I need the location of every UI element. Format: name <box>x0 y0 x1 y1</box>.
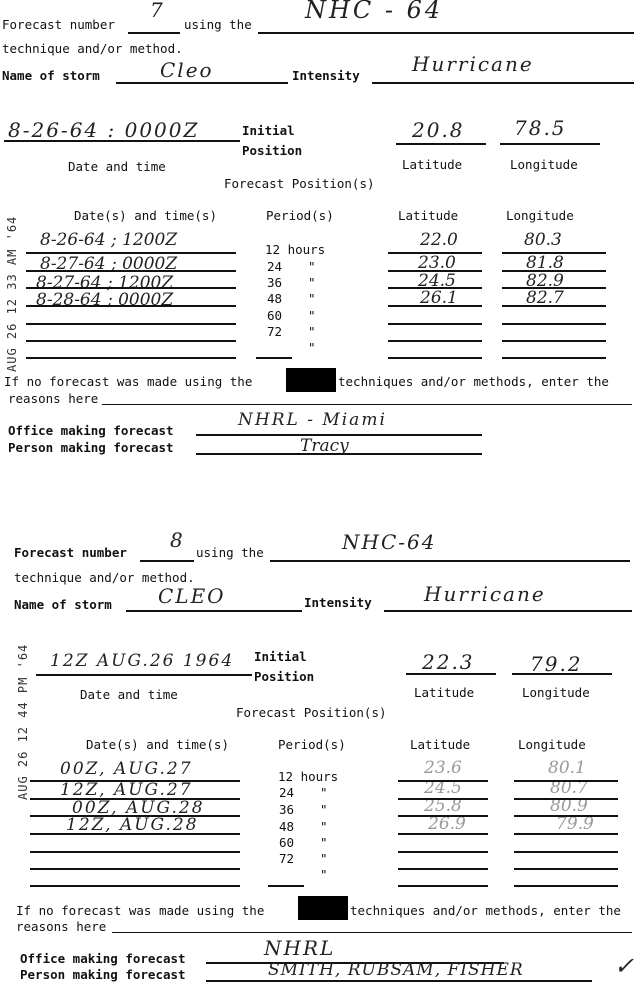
period-12: 12 hours <box>278 769 339 784</box>
technique-label: technique and/or method. <box>14 570 195 585</box>
ditto-mark: " <box>320 802 328 817</box>
table-row-lon: 82.7 <box>526 288 564 308</box>
latitude-header: Latitude <box>398 208 459 223</box>
initial-datetime-value: 8-26-64 : 0000Z <box>8 118 200 142</box>
initial-datetime-value: 12Z AUG.26 1964 <box>50 651 235 671</box>
using-the-label: using the <box>196 545 264 560</box>
initial-lon-value: 79.2 <box>530 652 583 676</box>
reasons-label: reasons here <box>16 919 107 934</box>
person-label: Person making forecast <box>8 440 174 455</box>
intensity-value: Hurricane <box>412 52 534 76</box>
name-of-storm-label: Name of storm <box>2 68 100 83</box>
intensity-label: Intensity <box>292 68 360 83</box>
table-row-lat: 23.0 <box>418 253 456 273</box>
period-header: Period(s) <box>278 737 346 752</box>
ditto-mark: " <box>308 275 316 290</box>
person-value: SMITH, RUBSAM, FISHER <box>268 960 524 980</box>
table-row-lat: 22.0 <box>420 230 458 250</box>
period-72: 72 <box>267 324 283 339</box>
ditto-mark: " <box>308 291 316 306</box>
office-label: Office making forecast <box>20 951 186 966</box>
table-row-lon: 80.3 <box>524 230 562 250</box>
initial-lon-value: 78.5 <box>514 116 567 140</box>
longitude-header: Longitude <box>506 208 574 223</box>
period-60: 60 <box>279 835 295 850</box>
table-row-lat: 23.6 <box>424 758 462 778</box>
table-row-date: 12Z, AUG.27 <box>60 780 193 800</box>
position-label: Position <box>242 143 303 158</box>
table-row-lat: 24.5 <box>418 271 456 291</box>
period-48: 48 <box>279 819 295 834</box>
forecast-number-label: Forecast number <box>2 17 115 32</box>
period-12: 12 hours <box>265 242 326 257</box>
ditto-mark: " <box>320 851 328 866</box>
technique-label: technique and/or method. <box>2 41 183 56</box>
table-row-date: 8-26-64 ; 1200Z <box>40 230 178 250</box>
office-value: NHRL <box>264 936 336 960</box>
checkmark-icon: ✓ <box>614 952 635 980</box>
forecast-number-value: 7 <box>150 0 165 22</box>
longitude-label: Longitude <box>510 157 578 172</box>
no-forecast-label-2: techniques and/or methods, enter the <box>350 903 621 918</box>
period-36: 36 <box>279 802 295 817</box>
table-row-lat: 26.1 <box>420 288 458 308</box>
name-of-storm-label: Name of storm <box>14 597 112 612</box>
table-row-date: 8-27-64 ; 1200Z <box>36 273 174 293</box>
ditto-mark: " <box>320 835 328 850</box>
received-stamp: AUG 26 12 33 AM '64 <box>5 215 19 372</box>
period-48: 48 <box>267 291 283 306</box>
no-forecast-label-2: techniques and/or methods, enter the <box>338 374 609 389</box>
redaction-box <box>298 896 348 920</box>
period-header: Period(s) <box>266 208 334 223</box>
forecast-positions-label: Forecast Position(s) <box>236 705 387 720</box>
initial-lat-value: 20.8 <box>412 118 465 142</box>
table-row-lon: 80.1 <box>548 758 586 778</box>
table-row-date: 00Z, AUG.27 <box>60 759 193 779</box>
intensity-value: Hurricane <box>424 582 546 606</box>
forecast-number-value: 8 <box>170 528 185 552</box>
technique-value: NHC - 64 <box>305 0 444 24</box>
using-the-label: using the <box>184 17 252 32</box>
table-row-lat: 24.5 <box>424 778 462 798</box>
storm-name-value: CLEO <box>158 584 226 608</box>
latitude-label: Latitude <box>414 685 475 700</box>
table-row-lon: 81.8 <box>526 253 564 273</box>
longitude-header: Longitude <box>518 737 586 752</box>
ditto-mark: " <box>308 308 316 323</box>
ditto-mark: " <box>320 867 328 882</box>
ditto-mark: " <box>320 819 328 834</box>
table-row-lon: 82.9 <box>526 271 564 291</box>
period-24: 24 <box>267 259 283 274</box>
period-72: 72 <box>279 851 295 866</box>
person-value: Tracy <box>300 436 349 456</box>
person-label: Person making forecast <box>20 967 186 982</box>
date-and-time-label: Date and time <box>68 159 166 174</box>
period-24: 24 <box>279 785 295 800</box>
dates-times-header: Date(s) and time(s) <box>86 737 229 752</box>
period-60: 60 <box>267 308 283 323</box>
period-36: 36 <box>267 275 283 290</box>
table-row-date: 12Z, AUG.28 <box>66 815 199 835</box>
table-row-lat: 25.8 <box>424 796 462 816</box>
redaction-box <box>286 368 336 392</box>
table-row-date: 8-27-64 ; 0000Z <box>40 254 178 274</box>
ditto-mark: " <box>320 785 328 800</box>
technique-value: NHC-64 <box>342 530 437 554</box>
ditto-mark: " <box>308 259 316 274</box>
table-row-lon: 80.7 <box>550 778 588 798</box>
latitude-header: Latitude <box>410 737 471 752</box>
longitude-label: Longitude <box>522 685 590 700</box>
table-row-date: 8-28-64 ; 0000Z <box>36 290 174 310</box>
position-label: Position <box>254 669 315 684</box>
office-value: NHRL - Miami <box>238 410 387 430</box>
table-row-date: 00Z, AUG.28 <box>72 798 205 818</box>
office-label: Office making forecast <box>8 423 174 438</box>
ditto-mark: " <box>308 324 316 339</box>
initial-lat-value: 22.3 <box>422 650 475 674</box>
ditto-mark: " <box>308 340 316 355</box>
intensity-label: Intensity <box>304 595 372 610</box>
initial-label: Initial <box>254 649 307 664</box>
date-and-time-label: Date and time <box>80 687 178 702</box>
initial-label: Initial <box>242 123 295 138</box>
dates-times-header: Date(s) and time(s) <box>74 208 217 223</box>
latitude-label: Latitude <box>402 157 463 172</box>
table-row-lat: 26.9 <box>428 814 466 834</box>
storm-name-value: Cleo <box>160 58 214 82</box>
table-row-lon: 80.9 <box>550 796 588 816</box>
no-forecast-label: If no forecast was made using the <box>16 903 265 918</box>
table-row-lon: 79.9 <box>556 814 594 834</box>
reasons-label: reasons here <box>8 391 99 406</box>
no-forecast-label: If no forecast was made using the <box>4 374 253 389</box>
received-stamp: AUG 26 12 44 PM '64 <box>16 643 30 800</box>
forecast-number-label: Forecast number <box>14 545 127 560</box>
forecast-positions-label: Forecast Position(s) <box>224 176 375 191</box>
